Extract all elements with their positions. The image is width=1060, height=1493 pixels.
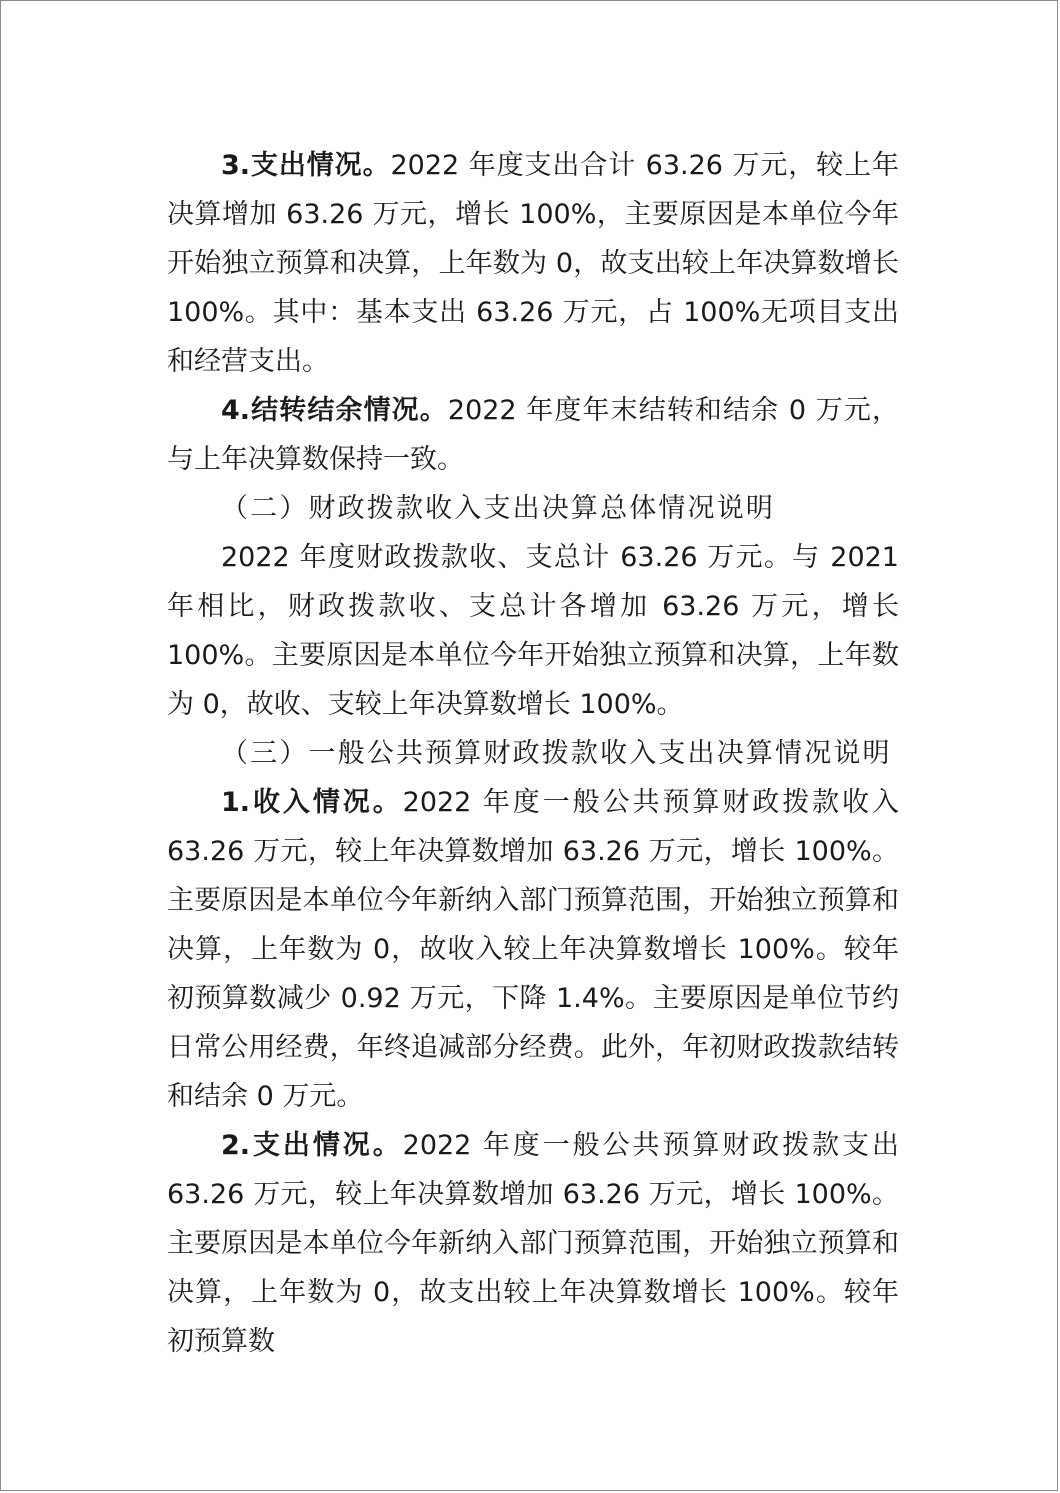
paragraph-expenditure [167, 141, 899, 386]
section-heading-2: （二）财政拨款收入支出决算总体情况说明 [221, 493, 776, 524]
paragraph-text: 2022 年度支出合计 63.26 万元，较上年决算增加 63.26 万元，增长 100%，主要原因是本单位今年开始独立预算和决算，上年数为 0，故支出较上年决算数增长 100%。其中：基本支出 63.26 万元，占 100%无项目支出和经营支出。 [167, 150, 899, 377]
paragraph-carryover [167, 386, 899, 484]
paragraph-text: 2022 年度财政拨款收、支总计 63.26 万元。与 2021 年相比，财政拨款收、支总计各增加 63.26 万元，增长 100%。主要原因是本单位今年开始独立预算和决算，上年数为 0，故收、支较上年决算数增长 100%。 [167, 542, 899, 720]
paragraph-lead: 1.收入情况。 [221, 787, 403, 818]
paragraph-text: 2022 年度年末结转和结余 0 万元，与上年决算数保持一致。 [167, 395, 900, 475]
paragraph-text: 2022 年度一般公共预算财政拨款支出 63.26 万元，较上年决算数增加 63.26 万元，增长 100%。主要原因是本单位今年新纳入部门预算范围，开始独立预算和决算，上年数为 0，故支出较上年决算数增长 100%。较年初预算数 [167, 1130, 899, 1357]
paragraph-lead: 4.结转结余情况。 [221, 395, 448, 426]
paragraph-lead: 3.支出情况。 [221, 150, 391, 181]
paragraph-lead: 2.支出情况。 [221, 1130, 403, 1161]
paragraph-text: 2022 年度一般公共预算财政拨款收入 63.26 万元，较上年决算数增加 63.26 万元，增长 100%。主要原因是本单位今年新纳入部门预算范围，开始独立预算和决算，上年数为 0，故收入较上年决算数增长 100%。较年初预算数减少 0.92 万元，下降 1.4%。主要原因是单位节约日常公用经费，年终追减部分经费。此外，年初财政拨款结转和结余 0 万元。 [167, 787, 899, 1112]
paragraph-income [167, 778, 899, 1121]
document-body [167, 141, 899, 1366]
section-heading-3: （三）一般公共预算财政拨款收入支出决算情况说明 [221, 738, 892, 769]
paragraph-fiscal-overview [167, 533, 899, 729]
paragraph-expenditure-general [167, 1121, 899, 1366]
